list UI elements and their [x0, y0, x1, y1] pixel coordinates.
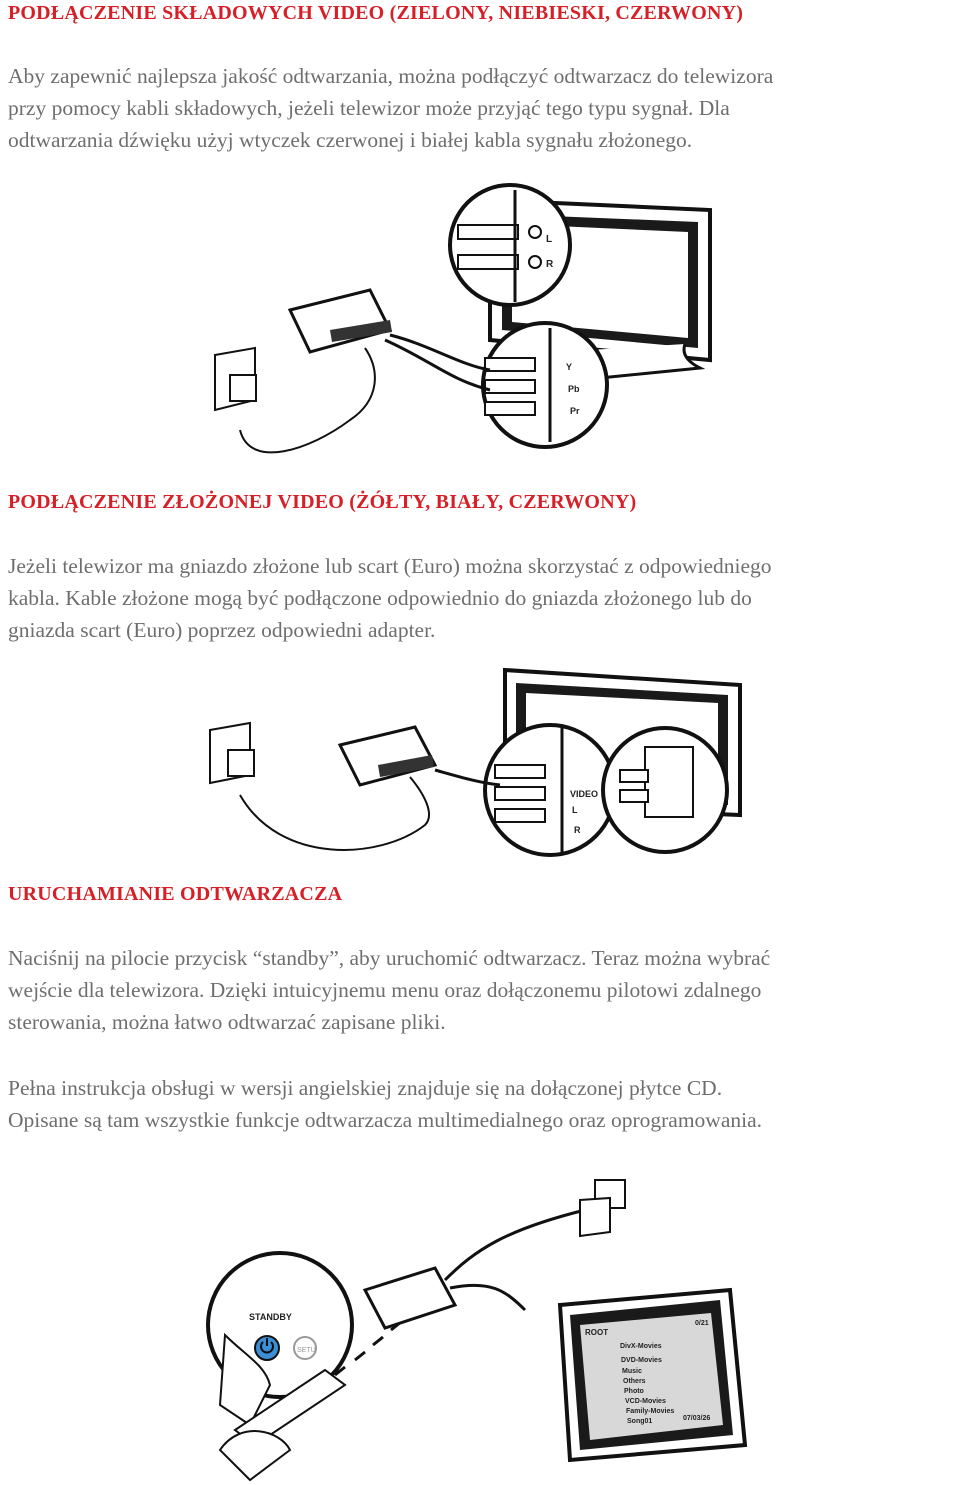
scart-adapter-zoom — [603, 728, 727, 852]
menu-item: Music — [622, 1368, 642, 1375]
text-line: gniazda scart (Euro) poprzez odpowiedni adapter. — [8, 618, 436, 642]
text-line: przy pomocy kabli składowych, jeżeli telewizor może przyjąć tego typu sygnał. Dla — [8, 96, 730, 120]
menu-item: Others — [623, 1378, 646, 1385]
menu-item: Song01 — [627, 1418, 653, 1425]
section3-paragraph-1 — [8, 942, 958, 1038]
section2-paragraph — [8, 550, 958, 646]
menu-item: VCD-Movies — [625, 1398, 666, 1405]
screen-root-label: ROOT — [585, 1328, 609, 1337]
section1-paragraph — [8, 60, 958, 156]
audio-l-label: L — [546, 234, 553, 245]
composite-jack-zoom — [485, 725, 615, 855]
text-line: Pełna instrukcja obsługi w wersji angielskiej znajduje się na dołączonej płytce CD. — [8, 1076, 723, 1100]
text-line: Naciśnij na pilocie przycisk “standby”, aby uruchomić odtwarzacz. Teraz można wybrać — [8, 946, 771, 970]
text-line: odtwarzania dźwięku użyj wtyczek czerwonej i białej kabla sygnału złożonego. — [8, 128, 693, 152]
setup-label: SETU — [297, 1347, 316, 1354]
audio-l-label: L — [572, 805, 578, 815]
section-heading-composite-video: PODŁĄCZENIE ZŁOŻONEJ VIDEO (ŻÓŁTY, BIAŁY, CZERWONY) — [8, 491, 637, 513]
audio-r-label: R — [546, 259, 554, 270]
tv-illustration — [560, 1290, 745, 1460]
media-player-illustration — [340, 727, 435, 785]
screen-page-label: 0/21 — [695, 1320, 709, 1327]
audio-jack-zoom — [450, 185, 570, 305]
text-line: kabla. Kable złożone mogą być podłączone odpowiednio do gniazda złożonego lub do — [8, 586, 752, 610]
section3-paragraph-2 — [8, 1072, 958, 1136]
standby-label: STANDBY — [249, 1312, 292, 1322]
power-adapter-illustration — [215, 348, 256, 410]
section-heading-start-player: URUCHAMIANIE ODTWARZACZA — [8, 883, 343, 905]
composite-connection-illustration — [200, 665, 750, 865]
remote-standby-illustration — [205, 1170, 765, 1482]
pb-label: Pb — [568, 384, 580, 394]
menu-item: Family-Movies — [626, 1408, 675, 1415]
text-line: Aby zapewnić najlepsza jakość odtwarzania, można podłączyć odtwarzacz do telewizora — [8, 64, 774, 88]
section-heading-component-video: PODŁĄCZENIE SKŁADOWYCH VIDEO (ZIELONY, NIEBIESKI, CZERWONY) — [8, 2, 744, 24]
text-line: Opisane są tam wszystkie funkcje odtwarzacza multimedialnego oraz oprogramowania. — [8, 1108, 763, 1132]
video-label: VIDEO — [570, 789, 599, 799]
text-line: wejście dla telewizora. Dzięki intuicyjnemu menu oraz dołączonemu pilotowi zdalnego — [8, 978, 762, 1002]
menu-item: DivX-Movies — [620, 1343, 662, 1350]
component-connection-illustration — [190, 170, 750, 480]
component-jack-zoom — [483, 323, 607, 447]
power-adapter-illustration — [580, 1180, 625, 1236]
media-player-illustration — [290, 290, 392, 352]
text-line: Jeżeli telewizor ma gniazdo złożone lub scart (Euro) można skorzystać z odpowiedniego — [8, 554, 772, 578]
pr-label: Pr — [570, 406, 580, 416]
y-label: Y — [566, 362, 573, 372]
menu-item: Photo — [624, 1388, 644, 1395]
text-line: sterowania, można łatwo odtwarzać zapisane pliki. — [8, 1010, 446, 1034]
media-player-illustration — [365, 1268, 455, 1328]
power-adapter-illustration — [210, 723, 254, 783]
screen-date-label: 07/03/26 — [683, 1415, 711, 1422]
menu-item: DVD-Movies — [621, 1357, 662, 1364]
audio-r-label: R — [574, 825, 581, 835]
